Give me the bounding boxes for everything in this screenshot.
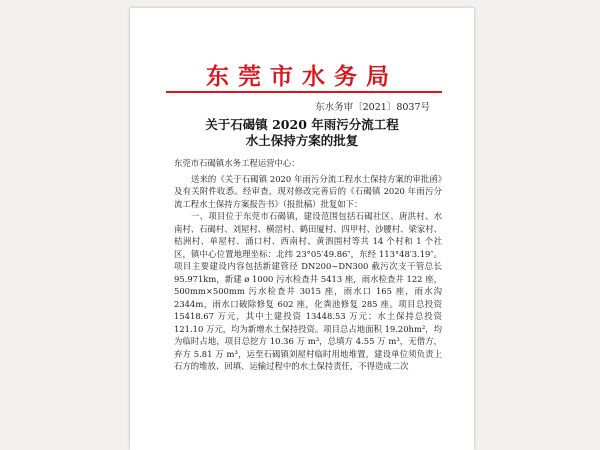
paragraph-intro: 送来的《关于石碣镇 2020 年雨污分流工程水土保持方案的审批函》及有关附件收悉。经审查，现对修改完善后的《石碣镇 2020 年雨污分流工程水土保持方案报告书》（报批稿）批复如下： bbox=[174, 173, 442, 209]
document-body bbox=[174, 157, 442, 373]
document-title bbox=[130, 117, 474, 149]
recipient-line: 东莞市石碣镇水务工程运营中心： bbox=[174, 158, 300, 168]
document-title-line-2: 水土保持方案的批复 bbox=[245, 133, 359, 148]
document-title-line-1: 关于石碣镇 2020 年雨污分流工程 bbox=[205, 117, 399, 132]
document-number: 东水务审〔2021〕8037号 bbox=[315, 102, 430, 113]
paragraph-item-1: 一、项目位于东莞市石碣镇，建设范围包括石碣社区、唐洪村、水南村、石碣村、刘屋村、横滘村、鹤田厦村、四甲村、沙腰村、梁家村、桔洲村、单屋村、涌口村、西南村、黄泗围村等共 14 个村和 1 个社区，镇中心位置地理坐标：北纬 23°05′49.86″，东经 113°48′3.19″。项目主要建设内容包括新建管径 DN200~DN300 截污次支干管总长 95.971km，新建 ø 1000 污水检查井 5413 座，雨水检查井 122 座，500mm×500mm 污水检查井 3015 座，雨水口 165 座，雨水沟 2344m，雨水口破除修复 602 座，化粪池修复 285 座。项目总投资 15418.67 万元，其中土建投资 13448.53 万元；水土保持总投资 121.10 万元，均为新增水土保持投资。项目总占地面积 19.20hm²，均为临时占地，项目总挖方 10.36 万 m³，总填方 4.55 万 m³，无借方，弃方 5.81 万 m³，运至石碣镇刘屋村临时用地堆置，建设单位须负责上石方的堆放、回填、运输过程中的水土保持责任，不得造成二次 bbox=[174, 211, 442, 371]
red-header-rule bbox=[166, 91, 442, 93]
issuing-organization-title: 东莞市水务局 bbox=[206, 63, 398, 90]
document-page bbox=[130, 8, 474, 450]
